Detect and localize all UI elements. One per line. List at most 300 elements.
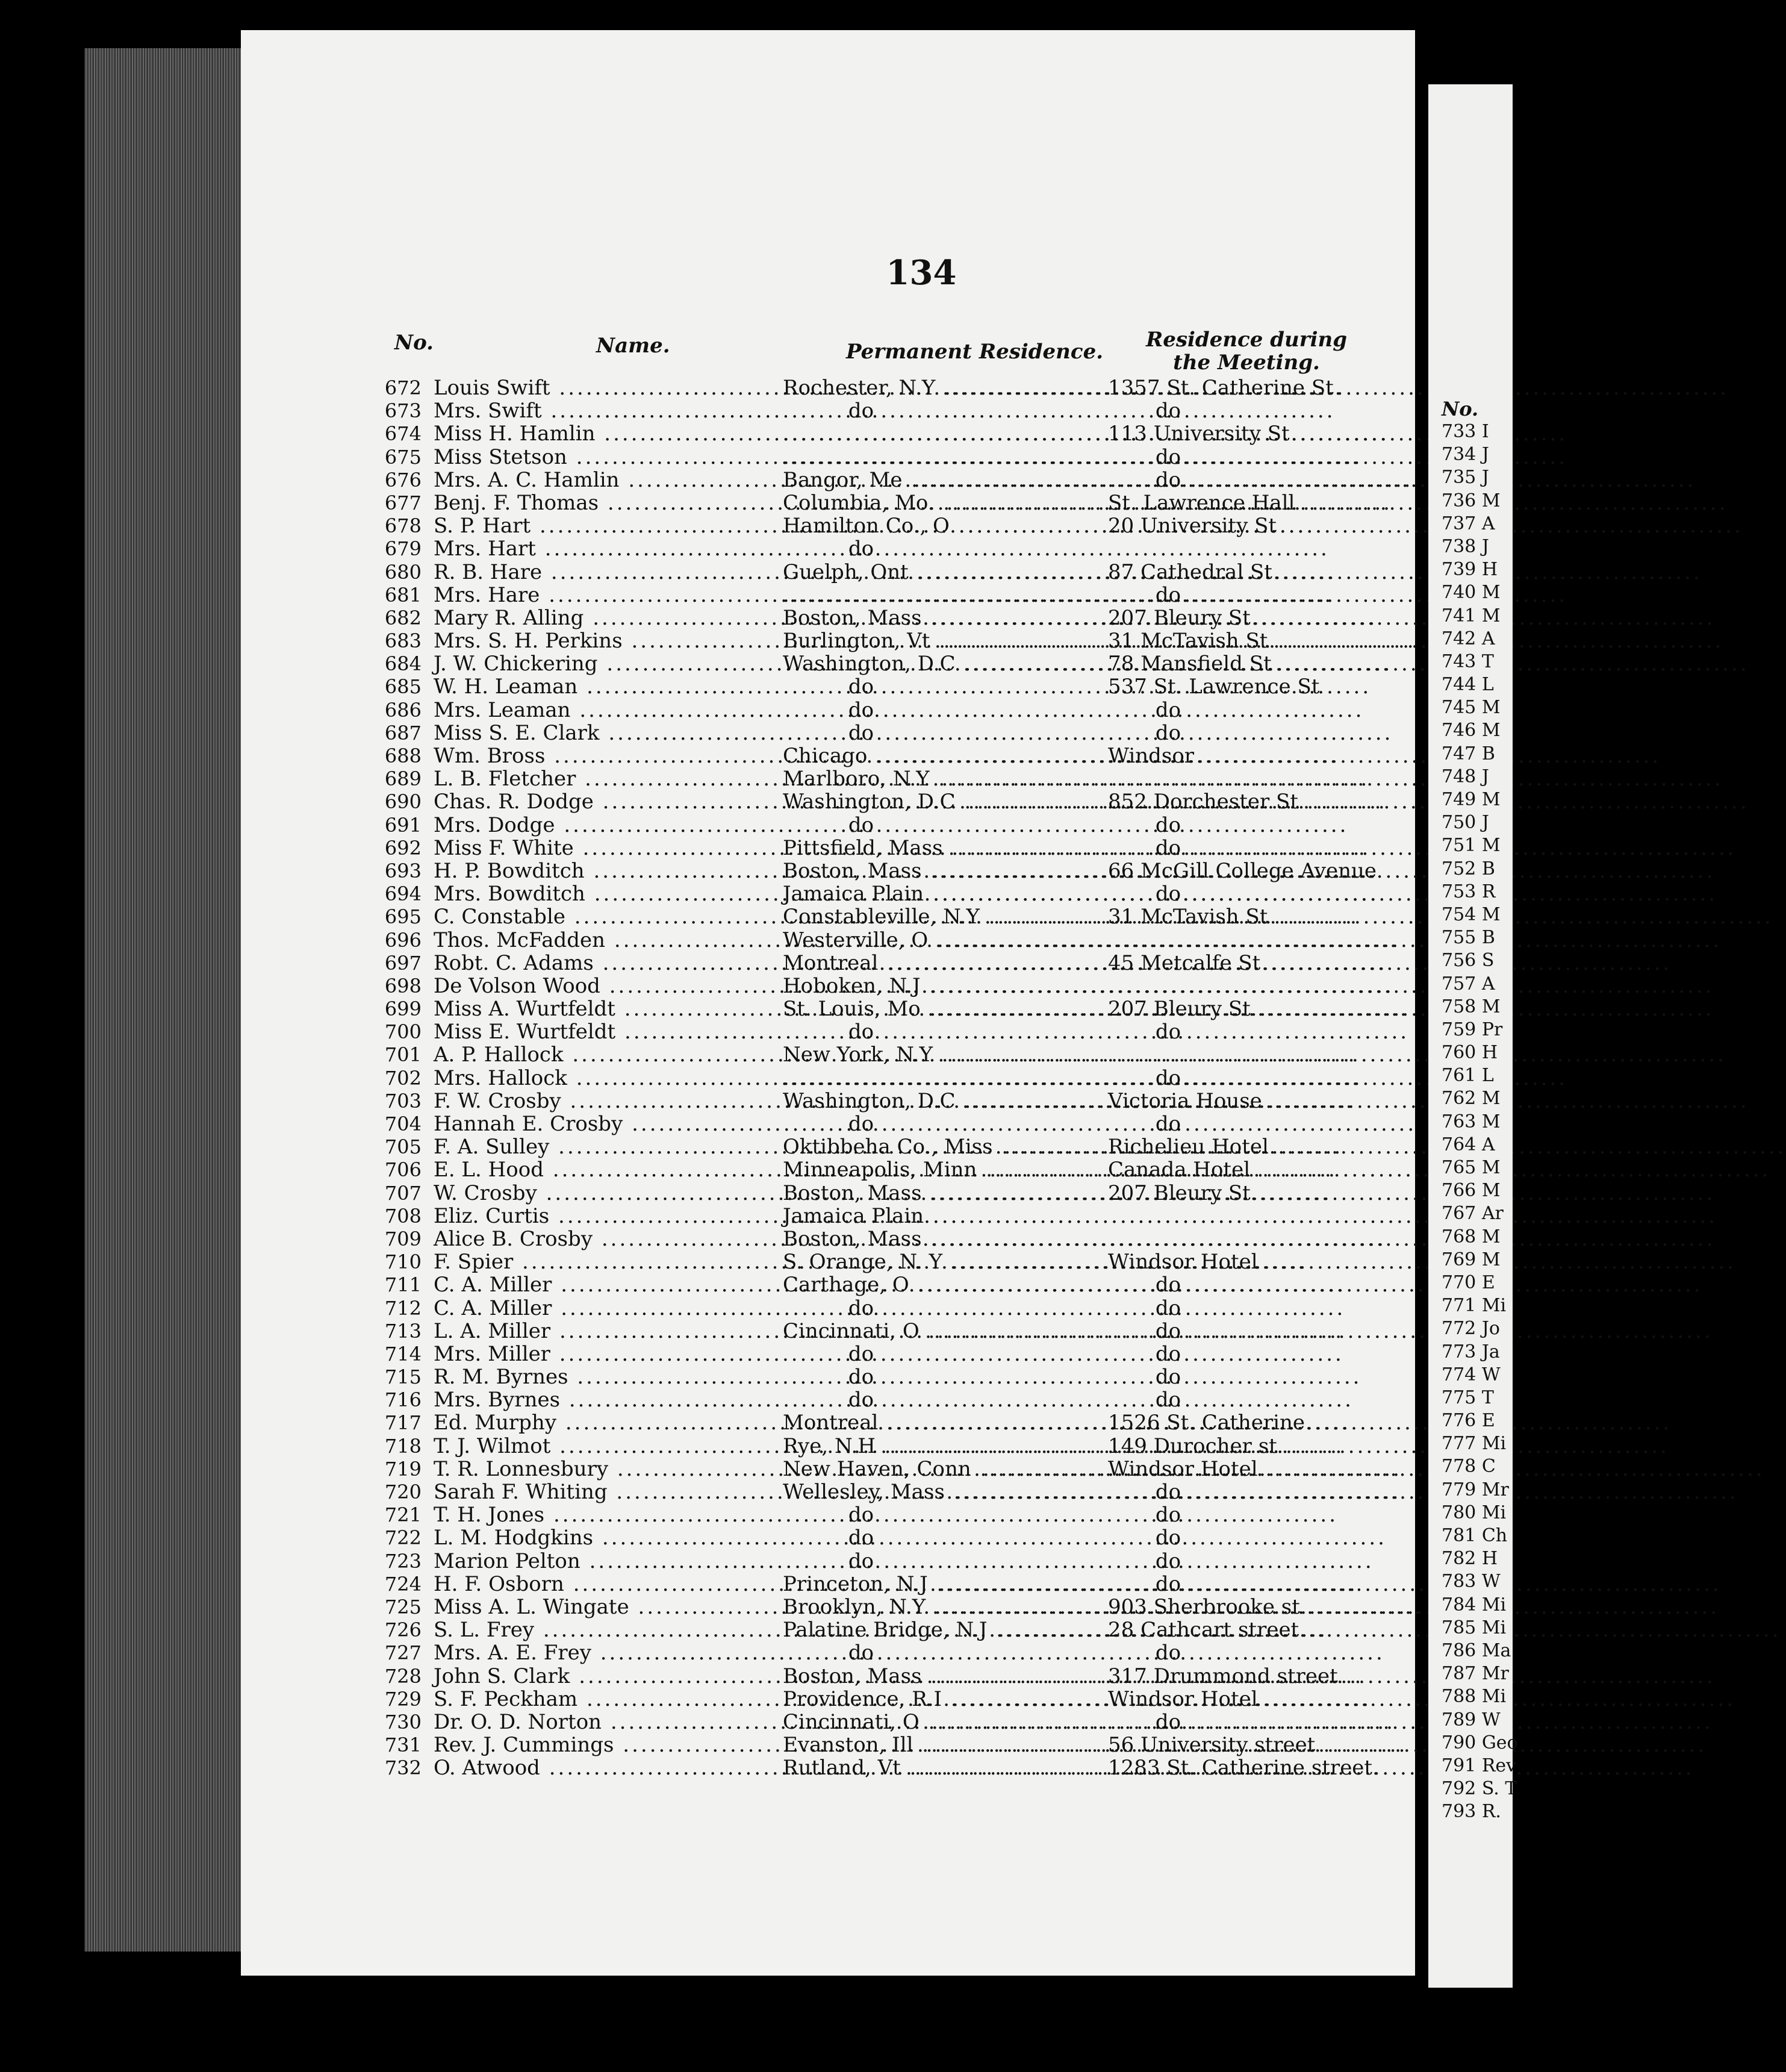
right-entry-number: 753 <box>1442 881 1476 902</box>
entry-number: 726 <box>384 1618 422 1642</box>
entry-meeting-residence: do <box>1155 1709 1181 1734</box>
table-row <box>361 1388 1397 1411</box>
right-page-row <box>1442 1800 1514 1823</box>
entry-permanent-residence: Pittsfield, Mass ..... <box>783 837 1108 860</box>
right-page-row <box>1442 420 1514 443</box>
right-entry-number: 745 <box>1442 697 1476 719</box>
right-page-row <box>1442 996 1514 1019</box>
table-row <box>361 952 1397 975</box>
right-entry-name-fragment: A <box>1481 628 1495 649</box>
right-page-row <box>1442 1317 1514 1340</box>
right-entry-number: 755 <box>1442 927 1476 949</box>
entry-number: 691 <box>384 813 422 837</box>
entry-meeting-residence: do <box>1155 697 1181 722</box>
entry-permanent-residence: Carthage, O ..... <box>783 1273 1108 1296</box>
right-entry-number: 793 <box>1442 1801 1476 1823</box>
table-row <box>361 561 1397 584</box>
right-page-row <box>1442 973 1514 996</box>
right-entry-number: 781 <box>1442 1525 1476 1546</box>
entry-permanent-residence: Boston, Mass ..... <box>783 860 1108 882</box>
table-row <box>361 1756 1397 1779</box>
entry-meeting-residence: 207 Bleury St <box>1108 997 1251 1022</box>
entry-number: 680 <box>384 560 422 584</box>
right-page-row <box>1442 1502 1514 1524</box>
entry-permanent-residence: Montreal ..... <box>783 952 1108 975</box>
right-page-row <box>1442 1524 1514 1547</box>
table-row <box>361 837 1397 860</box>
entry-permanent-residence: Boston, Mass ..... <box>783 1182 1108 1205</box>
header-permanent-residence: Permanent Residence. <box>846 340 1104 364</box>
entry-meeting-residence: St. Lawrence Hall <box>1108 490 1295 515</box>
right-page-column <box>1442 398 1518 1823</box>
right-entry-number: 770 <box>1442 1272 1476 1293</box>
entry-number: 712 <box>384 1296 422 1320</box>
entry-permanent-residence: Washington, D.C ..... <box>783 652 1108 675</box>
table-row <box>361 1618 1397 1641</box>
right-entry-name-fragment: M <box>1481 835 1501 857</box>
table-row <box>361 446 1397 469</box>
right-entry-number: 779 <box>1442 1479 1476 1500</box>
entry-permanent-residence: do <box>848 1549 874 1573</box>
entry-meeting-residence: 45 Metcalfe St <box>1108 950 1261 975</box>
entry-permanent-residence: do <box>848 1112 874 1136</box>
right-page-row <box>1442 766 1514 788</box>
right-page-row <box>1442 651 1514 673</box>
book-page-edges <box>84 48 265 1952</box>
entry-meeting-residence: do <box>1155 835 1181 860</box>
right-entry-number: 750 <box>1442 812 1476 834</box>
right-page-row <box>1442 1617 1514 1640</box>
right-entry-number: 778 <box>1442 1456 1476 1478</box>
table-row <box>361 767 1397 790</box>
right-entry-name-fragment: T <box>1481 1387 1494 1408</box>
right-entry-number: 772 <box>1442 1318 1476 1340</box>
right-entry-name-fragment: M <box>1481 789 1501 810</box>
entry-number: 689 <box>384 767 422 791</box>
right-entry-name-fragment: A <box>1481 1134 1495 1155</box>
right-entry-name-fragment: M <box>1481 1226 1501 1247</box>
right-page-row <box>1442 558 1514 581</box>
right-page-row <box>1442 466 1514 489</box>
entry-permanent-residence: Evanston, Ill ..... <box>783 1733 1108 1756</box>
right-page-row <box>1442 788 1514 811</box>
table-row <box>361 399 1397 422</box>
right-entry-name-fragment: M <box>1481 1157 1501 1178</box>
entry-number: 711 <box>384 1273 422 1297</box>
entry-permanent-residence: Providence, R.I ..... <box>783 1688 1108 1711</box>
right-entry-number: 787 <box>1442 1663 1476 1685</box>
right-entry-name-fragment: M <box>1481 1088 1501 1109</box>
entry-number: 719 <box>384 1457 422 1481</box>
entry-number: 716 <box>384 1388 422 1412</box>
right-entry-number: 743 <box>1442 651 1476 672</box>
right-entry-number: 758 <box>1442 996 1476 1017</box>
right-entry-number: 738 <box>1442 535 1476 557</box>
right-entry-number: 789 <box>1442 1709 1476 1730</box>
entry-meeting-residence: do <box>1155 1365 1181 1390</box>
entry-permanent-residence: do <box>848 1296 874 1320</box>
entry-permanent-residence: do <box>848 399 874 423</box>
header-residence-during-meeting: Residence during the Meeting. <box>1145 328 1348 375</box>
entry-meeting-residence: do <box>1155 1480 1181 1504</box>
entry-meeting-residence: Windsor Hotel <box>1108 1456 1258 1481</box>
entry-name: Mrs. S. H. Perkins ..... <box>434 629 783 652</box>
right-entry-name-fragment: B <box>1481 927 1495 949</box>
entry-meeting-residence: 31 McTavish St <box>1108 905 1268 929</box>
entry-name: T. H. Jones ..... <box>434 1503 783 1526</box>
entry-permanent-residence: New York, N.Y ..... <box>783 1043 1108 1066</box>
right-entry-name-fragment: J <box>1481 766 1489 787</box>
entry-number: 694 <box>384 882 422 906</box>
right-entry-number: 762 <box>1442 1088 1476 1109</box>
right-entry-name-fragment: M <box>1481 490 1501 511</box>
right-page-row <box>1442 1111 1514 1134</box>
table-row <box>361 790 1397 813</box>
right-entry-number: 765 <box>1442 1157 1476 1178</box>
entry-permanent-residence: S. Orange, N. Y ..... <box>783 1250 1108 1273</box>
table-row <box>361 744 1397 767</box>
entry-permanent-residence: Wellesley, Mass ..... <box>783 1481 1108 1503</box>
right-entry-number: 763 <box>1442 1111 1476 1132</box>
entry-permanent-residence: Cincinnati, O ..... <box>783 1711 1108 1733</box>
right-page-row <box>1442 1547 1514 1570</box>
entry-permanent-residence: Palatine Bridge, N.J ..... <box>783 1618 1108 1641</box>
entry-meeting-residence: 28 Cathcart street <box>1108 1618 1299 1643</box>
entry-permanent-residence: do <box>848 1341 874 1366</box>
right-page-row <box>1442 1179 1514 1202</box>
right-entry-name-fragment: Mi <box>1481 1433 1507 1455</box>
right-entry-number: 735 <box>1442 467 1476 488</box>
right-entry-number: 759 <box>1442 1019 1476 1040</box>
entry-name: De Volson Wood ..... <box>434 975 783 997</box>
entry-name: Mrs. Hart ..... <box>434 537 783 560</box>
right-entry-name-fragment: H <box>1481 1042 1498 1064</box>
right-entry-number: 764 <box>1442 1134 1476 1155</box>
right-entry-number: 751 <box>1442 835 1476 857</box>
entry-number: 705 <box>384 1135 422 1159</box>
right-page-row <box>1442 1041 1514 1064</box>
table-row <box>361 469 1397 491</box>
entry-meeting-residence: do <box>1155 1318 1181 1343</box>
right-entry-number: 785 <box>1442 1617 1476 1638</box>
entry-meeting-residence: do <box>1155 813 1181 837</box>
right-entry-number: 782 <box>1442 1548 1476 1570</box>
right-entry-name-fragment: Mr <box>1481 1663 1509 1685</box>
entry-meeting-residence: 56 University street <box>1108 1733 1316 1758</box>
right-page-row <box>1442 1202 1514 1225</box>
table-row <box>361 1320 1397 1343</box>
entry-name: T. R. Lonnesbury ..... <box>434 1458 783 1481</box>
header-name: Name. <box>596 334 670 358</box>
entry-number: 682 <box>384 606 422 629</box>
table-row <box>361 1228 1397 1250</box>
right-entry-number: 771 <box>1442 1295 1476 1317</box>
right-page-row <box>1442 1134 1514 1156</box>
entry-meeting-residence: do <box>1155 1549 1181 1573</box>
entry-number: 718 <box>384 1434 422 1458</box>
right-entry-name-fragment: M <box>1481 1180 1501 1202</box>
entry-meeting-residence: 207 Bleury St <box>1108 605 1251 630</box>
entry-number: 697 <box>384 951 422 975</box>
entry-name: Mrs. Miller ..... <box>434 1343 783 1365</box>
entry-number: 695 <box>384 905 422 929</box>
entry-number: 729 <box>384 1687 422 1711</box>
entry-number: 720 <box>384 1481 422 1503</box>
right-page-row <box>1442 490 1514 513</box>
right-entry-number: 748 <box>1442 766 1476 787</box>
table-row <box>361 629 1397 652</box>
table-row <box>361 491 1397 514</box>
entry-name: Marion Pelton ..... <box>434 1550 783 1573</box>
entry-meeting-residence: 87 Cathedral St <box>1108 560 1272 584</box>
right-entry-number: 756 <box>1442 950 1476 972</box>
right-entry-name-fragment: M <box>1481 903 1501 925</box>
right-entry-number: 768 <box>1442 1226 1476 1247</box>
table-row <box>361 699 1397 722</box>
right-entry-number: 773 <box>1442 1341 1476 1362</box>
entry-name: Mrs. Hallock ..... <box>434 1067 783 1090</box>
right-entry-number: 788 <box>1442 1686 1476 1708</box>
entry-permanent-residence: Bangor, Me ..... <box>783 469 1108 491</box>
entry-name: Sarah F. Whiting ..... <box>434 1481 783 1503</box>
entry-permanent-residence: do <box>848 1365 874 1390</box>
table-row <box>361 1158 1397 1181</box>
entry-name: Dr. O. D. Norton ..... <box>434 1711 783 1733</box>
table-row <box>361 1067 1397 1090</box>
entry-number: 674 <box>384 422 422 446</box>
entry-permanent-residence: do <box>848 1503 874 1527</box>
entry-meeting-residence: 66 McGill College Avenue <box>1108 858 1377 883</box>
entry-permanent-residence: Guelph, Ont ..... <box>783 561 1108 584</box>
table-row <box>361 1526 1397 1549</box>
entry-name: T. J. Wilmot ..... <box>434 1435 783 1458</box>
right-page-edge <box>1428 84 1518 1988</box>
entry-permanent-residence: Brooklyn, N.Y ..... <box>783 1596 1108 1618</box>
entry-permanent-residence <box>783 422 1108 445</box>
right-page-row <box>1442 926 1514 949</box>
right-page-row <box>1442 1272 1514 1294</box>
right-page-row <box>1442 581 1514 604</box>
table-row <box>361 584 1397 607</box>
entry-name: Rev. J. Cummings ..... <box>434 1733 783 1756</box>
table-row <box>361 675 1397 698</box>
right-entry-name-fragment: W <box>1481 1571 1501 1593</box>
table-row <box>361 1182 1397 1205</box>
entry-permanent-residence: Boston, Mass ..... <box>783 1665 1108 1688</box>
entry-number: 723 <box>384 1549 422 1573</box>
entry-name: Alice B. Crosby ..... <box>434 1228 783 1250</box>
right-entry-number: 749 <box>1442 789 1476 810</box>
entry-name: Eliz. Curtis ..... <box>434 1205 783 1228</box>
right-entry-name-fragment: Geo <box>1481 1732 1518 1753</box>
right-entry-name-fragment: Ja <box>1481 1341 1500 1362</box>
entry-meeting-residence: 207 Bleury St. <box>1108 1181 1257 1205</box>
right-entry-number: 776 <box>1442 1410 1476 1432</box>
entry-name: S. P. Hart ..... <box>434 514 783 537</box>
entry-number: 709 <box>384 1227 422 1250</box>
entry-name: C. A. Miller ..... <box>434 1297 783 1320</box>
entry-name: L. B. Fletcher ..... <box>434 767 783 790</box>
entry-permanent-residence <box>783 1067 1108 1090</box>
right-entry-number: 757 <box>1442 973 1476 994</box>
right-entry-name-fragment: J <box>1481 812 1489 834</box>
table-row <box>361 1250 1397 1273</box>
right-page-row <box>1442 1570 1514 1593</box>
right-page-row <box>1442 881 1514 903</box>
entry-number: 728 <box>384 1664 422 1688</box>
entry-permanent-residence: Chicago ..... <box>783 744 1108 767</box>
table-row <box>361 1343 1397 1365</box>
entry-number: 701 <box>384 1043 422 1067</box>
entry-permanent-residence: Rutland, Vt ..... <box>783 1756 1108 1779</box>
entry-name: F. A. Sulley ..... <box>434 1135 783 1158</box>
entry-name: C. Constable ..... <box>434 905 783 928</box>
right-page-row <box>1442 513 1514 535</box>
entry-meeting-residence: do <box>1155 1112 1181 1136</box>
entry-permanent-residence: do <box>848 675 874 699</box>
right-entry-number: 754 <box>1442 903 1476 925</box>
entry-meeting-residence: Windsor Hotel <box>1108 1250 1258 1275</box>
table-row <box>361 929 1397 952</box>
entry-meeting-residence: 20 University St <box>1108 514 1277 538</box>
right-entry-name-fragment: M <box>1481 720 1501 741</box>
right-page-row <box>1442 535 1514 558</box>
entry-meeting-residence: Windsor Hotel <box>1108 1687 1258 1711</box>
entry-number: 727 <box>384 1641 422 1665</box>
entry-name: H. P. Bowditch ..... <box>434 860 783 882</box>
right-entry-name-fragment: Rev <box>1481 1755 1517 1776</box>
right-entry-number: 780 <box>1442 1502 1476 1523</box>
table-row <box>361 882 1397 905</box>
table-row <box>361 814 1397 837</box>
table-row <box>361 975 1397 997</box>
table-row <box>361 1435 1397 1458</box>
entry-number: 678 <box>384 514 422 538</box>
entry-meeting-residence: do <box>1155 720 1181 745</box>
table-row <box>361 1273 1397 1296</box>
entry-permanent-residence: Marlboro, N.Y ..... <box>783 767 1108 790</box>
entry-number: 704 <box>384 1112 422 1135</box>
entry-permanent-residence: do <box>848 537 874 561</box>
entry-permanent-residence: Washington, D.C ..... <box>783 790 1108 813</box>
table-row <box>361 1135 1397 1158</box>
table-row <box>361 722 1397 744</box>
right-entry-number: 734 <box>1442 444 1476 466</box>
entry-meeting-residence: do <box>1155 882 1181 906</box>
right-page-row <box>1442 1064 1514 1087</box>
entry-meeting-residence: 149 Durocher st <box>1108 1434 1277 1458</box>
entry-permanent-residence: do <box>848 813 874 837</box>
entry-number: 706 <box>384 1158 422 1182</box>
right-entry-name-fragment: W <box>1481 1709 1501 1730</box>
entry-meeting-residence: 78 Mansfield St <box>1108 652 1272 676</box>
entry-number: 692 <box>384 836 422 860</box>
entry-permanent-residence: do <box>848 697 874 722</box>
table-row <box>361 905 1397 928</box>
table-row <box>361 652 1397 675</box>
right-entry-name-fragment: Mr <box>1481 1479 1509 1500</box>
table-row <box>361 1112 1397 1135</box>
entry-number: 715 <box>384 1365 422 1389</box>
entry-name: Miss S. E. Clark ..... <box>434 722 783 744</box>
table-row <box>361 1503 1397 1526</box>
header-no: No. <box>394 331 434 355</box>
entry-number: 698 <box>384 974 422 997</box>
entry-name: R. M. Byrnes ..... <box>434 1365 783 1388</box>
right-page-row <box>1442 1364 1514 1387</box>
entry-number: 700 <box>384 1020 422 1044</box>
table-row <box>361 537 1397 560</box>
entry-number: 696 <box>384 928 422 952</box>
right-page-row <box>1442 1662 1514 1685</box>
entry-meeting-residence: 903 Sherbrooke st <box>1108 1594 1300 1619</box>
right-entry-number: 791 <box>1442 1755 1476 1776</box>
right-entry-name-fragment: L <box>1481 1065 1494 1087</box>
table-row <box>361 1641 1397 1664</box>
table-row <box>361 1090 1397 1112</box>
entry-meeting-residence: 1283 St. Catherine street. <box>1108 1756 1379 1780</box>
right-entry-name-fragment: H <box>1481 559 1498 581</box>
entry-name: O. Atwood ..... <box>434 1756 783 1779</box>
right-page-row <box>1442 1409 1514 1432</box>
entry-number: 676 <box>384 468 422 491</box>
entry-meeting-residence: do <box>1155 1641 1181 1665</box>
entry-number: 687 <box>384 721 422 744</box>
right-entry-name-fragment: Mi <box>1481 1295 1507 1317</box>
right-entry-name-fragment: Mi <box>1481 1686 1507 1708</box>
entry-permanent-residence: Jamaica Plain ..... <box>783 882 1108 905</box>
entry-meeting-residence: Windsor <box>1108 744 1195 768</box>
table-row <box>361 376 1397 399</box>
entry-meeting-residence: do <box>1155 1388 1181 1412</box>
right-page-row <box>1442 1294 1514 1317</box>
entry-name: Miss E. Wurtfeldt ..... <box>434 1020 783 1043</box>
entry-meeting-residence: do <box>1155 1296 1181 1320</box>
table-row <box>361 1733 1397 1756</box>
right-entry-number: 792 <box>1442 1778 1476 1800</box>
entry-number: 703 <box>384 1089 422 1112</box>
entry-name: Mrs. Byrnes ..... <box>434 1388 783 1411</box>
right-page-row <box>1442 628 1514 651</box>
entry-meeting-residence: 113 University St <box>1108 422 1290 446</box>
right-page-row <box>1442 1156 1514 1179</box>
table-row <box>361 860 1397 882</box>
right-page-row <box>1442 443 1514 466</box>
entry-name: E. L. Hood ..... <box>434 1158 783 1181</box>
right-page-row <box>1442 1249 1514 1272</box>
right-entry-name-fragment: M <box>1481 1111 1501 1132</box>
entry-number: 686 <box>384 698 422 722</box>
entry-number: 717 <box>384 1411 422 1435</box>
entry-number: 675 <box>384 445 422 469</box>
entry-meeting-residence: do <box>1155 445 1181 469</box>
right-entry-number: 740 <box>1442 582 1476 604</box>
entry-meeting-residence: Victoria House <box>1108 1088 1262 1113</box>
right-entry-name-fragment: Mi <box>1481 1594 1507 1615</box>
right-entry-number: 752 <box>1442 858 1476 879</box>
right-entry-number: 742 <box>1442 628 1476 649</box>
right-entry-name-fragment: Mi <box>1481 1502 1507 1523</box>
entry-name: H. F. Osborn ..... <box>434 1573 783 1596</box>
right-entry-name-fragment: C <box>1481 1456 1496 1478</box>
table-row <box>361 1458 1397 1481</box>
entry-permanent-residence: Hoboken, N.J ..... <box>783 975 1108 997</box>
table-row <box>361 422 1397 445</box>
right-entry-name-fragment: R <box>1481 881 1496 902</box>
table-row <box>361 1550 1397 1573</box>
entry-meeting-residence: Canada Hotel <box>1108 1158 1251 1182</box>
right-entry-number: 775 <box>1442 1387 1476 1408</box>
